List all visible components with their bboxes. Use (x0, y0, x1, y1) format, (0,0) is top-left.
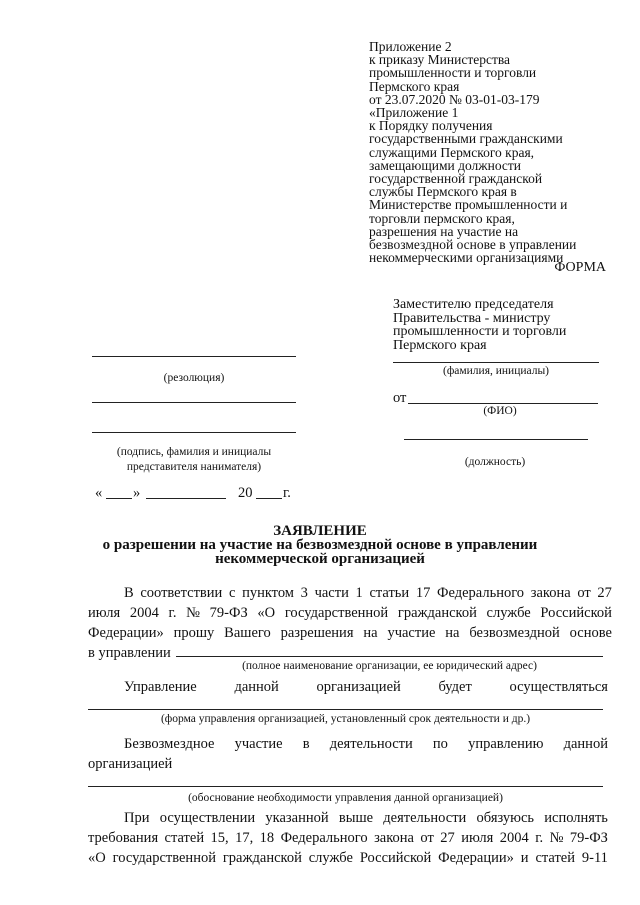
word: Управление (124, 679, 197, 695)
appendix-line: от 23.07.2020 № 03-01-03-179 (369, 91, 540, 107)
appendix-line: служащими Пермского края, (369, 144, 535, 160)
title-line-1: ЗАЯВЛЕНИЕ (273, 523, 367, 539)
addressee-name-line (393, 362, 599, 363)
from-prefix: от (393, 390, 407, 406)
appendix-line: «Приложение 1 (369, 105, 459, 121)
appendix-line: безвозмездной основе в управлении (369, 237, 577, 253)
word: части (314, 585, 349, 601)
word: Федерального (437, 585, 525, 601)
position-caption: (должность) (464, 456, 526, 468)
word: Федерации» (88, 625, 164, 641)
word: гражданской (222, 850, 302, 866)
word: осуществлении (159, 810, 256, 826)
p4-line-2 (88, 828, 608, 848)
word: 79-ФЗ (209, 605, 248, 621)
word: «О (257, 605, 276, 621)
appendix-line: промышленности и торговли (369, 65, 537, 81)
appendix-line: государственной гражданской (369, 171, 543, 187)
word: пунктом (242, 585, 294, 601)
appendix-header (369, 40, 619, 264)
word: 17 (415, 585, 431, 601)
word: основе (569, 625, 612, 641)
word: исполнять (544, 810, 608, 826)
word: безвозмездной (469, 625, 560, 641)
word: Федерации» (438, 850, 514, 866)
word: с (228, 585, 236, 601)
word: государственной (284, 605, 389, 621)
word: выше (338, 810, 374, 826)
word: При (124, 810, 150, 826)
management-form-line (88, 709, 603, 710)
date-month-line (146, 498, 226, 499)
signature-caption-1: (подпись, фамилия и инициалы (116, 446, 272, 458)
word: по (432, 736, 448, 752)
org-name-caption: (полное наименование организации, ее юридический адрес) (242, 660, 537, 672)
justification-caption: (обоснование необходимости управления данной организацией) (188, 792, 503, 804)
word: в (302, 736, 310, 752)
word: обязуюсь (476, 810, 535, 826)
appendix-line: к Порядку получения (369, 118, 493, 134)
word: от (420, 830, 434, 846)
p4-line-1 (88, 808, 608, 828)
p1-line-2 (88, 603, 612, 623)
word: статьи (369, 585, 410, 601)
word: г. (535, 830, 544, 846)
word: данной (563, 736, 608, 752)
word: № (549, 830, 564, 846)
appendix-line: службы Пермского края в (369, 184, 517, 200)
word: организацией (316, 679, 401, 695)
word: Федерального (280, 830, 368, 846)
date-day-line (106, 498, 132, 499)
word: Российской (359, 850, 432, 866)
position-line (404, 439, 588, 440)
word: 2004 (499, 830, 529, 846)
word: 18 (259, 830, 275, 846)
word: закона (530, 585, 571, 601)
word: 17, (235, 830, 254, 846)
p1-line-4: в управлении (88, 645, 171, 661)
addressee-line: Правительства - министру (393, 310, 551, 326)
addressee-line: промышленности и торговли (393, 324, 567, 339)
justification-line (88, 786, 603, 787)
word: от (577, 585, 591, 601)
word: на (363, 625, 378, 641)
date-close-quote: » (133, 485, 141, 501)
word: г. (168, 605, 177, 621)
word: управлению (468, 736, 544, 752)
word: разрешения (280, 625, 354, 641)
word: июля (88, 605, 121, 621)
p2-line-1 (124, 677, 608, 697)
p4-line-3 (88, 848, 608, 868)
word: Вашего (224, 625, 271, 641)
addressee-line: Пермского края (393, 337, 487, 353)
addressee-block (393, 298, 566, 352)
p1-line-1 (88, 583, 612, 603)
paragraph-2 (124, 677, 608, 697)
org-name-line (176, 656, 603, 657)
word: 3 (300, 585, 308, 601)
date-open-quote: « (95, 485, 103, 501)
p1-line-3 (88, 623, 612, 643)
word: 2004 (129, 605, 159, 621)
word: прошу (173, 625, 215, 641)
title-line-3: некоммерческой организацией (215, 551, 425, 567)
signature-line-2 (92, 432, 296, 433)
word: 79-ФЗ (569, 830, 608, 846)
document-title (0, 524, 640, 566)
resolution-caption: (резолюция) (163, 372, 225, 384)
date-year-line (256, 498, 282, 499)
word: на (445, 625, 460, 641)
paragraph-4 (88, 808, 608, 868)
p3-line-1 (88, 734, 608, 754)
word: В (124, 585, 134, 601)
appendix-line: торговли пермского края, (369, 210, 515, 226)
fio-caption: (ФИО) (483, 405, 517, 417)
word: деятельности (383, 810, 467, 826)
word: «О (88, 850, 106, 866)
word: № (186, 605, 200, 621)
appendix-line: Пермского края (369, 78, 460, 94)
word: службе (308, 850, 353, 866)
appendix-line: Министерстве промышленности и (369, 197, 568, 213)
paragraph-3 (88, 734, 608, 774)
appendix-line: Приложение 2 (369, 39, 452, 54)
signature-line-1 (92, 402, 296, 403)
word: и (520, 850, 529, 866)
title-line-2: о разрешении на участие на безвозмездной основе в управлении (102, 537, 538, 553)
word: июля (461, 830, 494, 846)
word: будет (438, 679, 472, 695)
word: 1 (355, 585, 363, 601)
word: соответствии (140, 585, 223, 601)
appendix-line: некоммерческими организациями (369, 250, 564, 266)
word: 27 (440, 830, 455, 846)
from-line (408, 403, 598, 404)
word: указанной (265, 810, 329, 826)
management-form-caption: (форма управления организацией, установленный срок деятельности и др.) (160, 713, 531, 725)
word: статей (535, 850, 575, 866)
word: 9-11 (581, 850, 608, 866)
word: 27 (597, 585, 612, 601)
p3-line-2: организацией (88, 756, 173, 772)
word: осуществляться (509, 679, 608, 695)
form-label: ФОРМА (554, 260, 606, 275)
date-suffix: г. (283, 485, 291, 501)
word: деятельности (329, 736, 413, 752)
appendix-line: государственными гражданскими (369, 131, 563, 147)
resolution-line (92, 356, 296, 357)
appendix-line: замещающими должности (369, 157, 522, 173)
name-caption: (фамилия, инициалы) (442, 365, 550, 377)
word: гражданской (397, 605, 477, 621)
word: государственной (112, 850, 216, 866)
signature-caption-2: представителя нанимателя) (126, 461, 262, 473)
appendix-line: к приказу Министерства (369, 52, 511, 68)
appendix-line: разрешения на участие на (369, 223, 519, 239)
word: участие (387, 625, 436, 641)
word: Российской (540, 605, 612, 621)
paragraph-1 (88, 583, 612, 663)
word: участие (234, 736, 283, 752)
word: закона (374, 830, 414, 846)
word: 15, (210, 830, 229, 846)
word: службе (486, 605, 531, 621)
word: данной (234, 679, 279, 695)
word: статей (164, 830, 205, 846)
word: Безвозмездное (124, 736, 215, 752)
date-year-prefix: 20 (238, 485, 253, 501)
addressee-line: Заместителю председателя (393, 297, 554, 312)
word: требования (88, 830, 159, 846)
